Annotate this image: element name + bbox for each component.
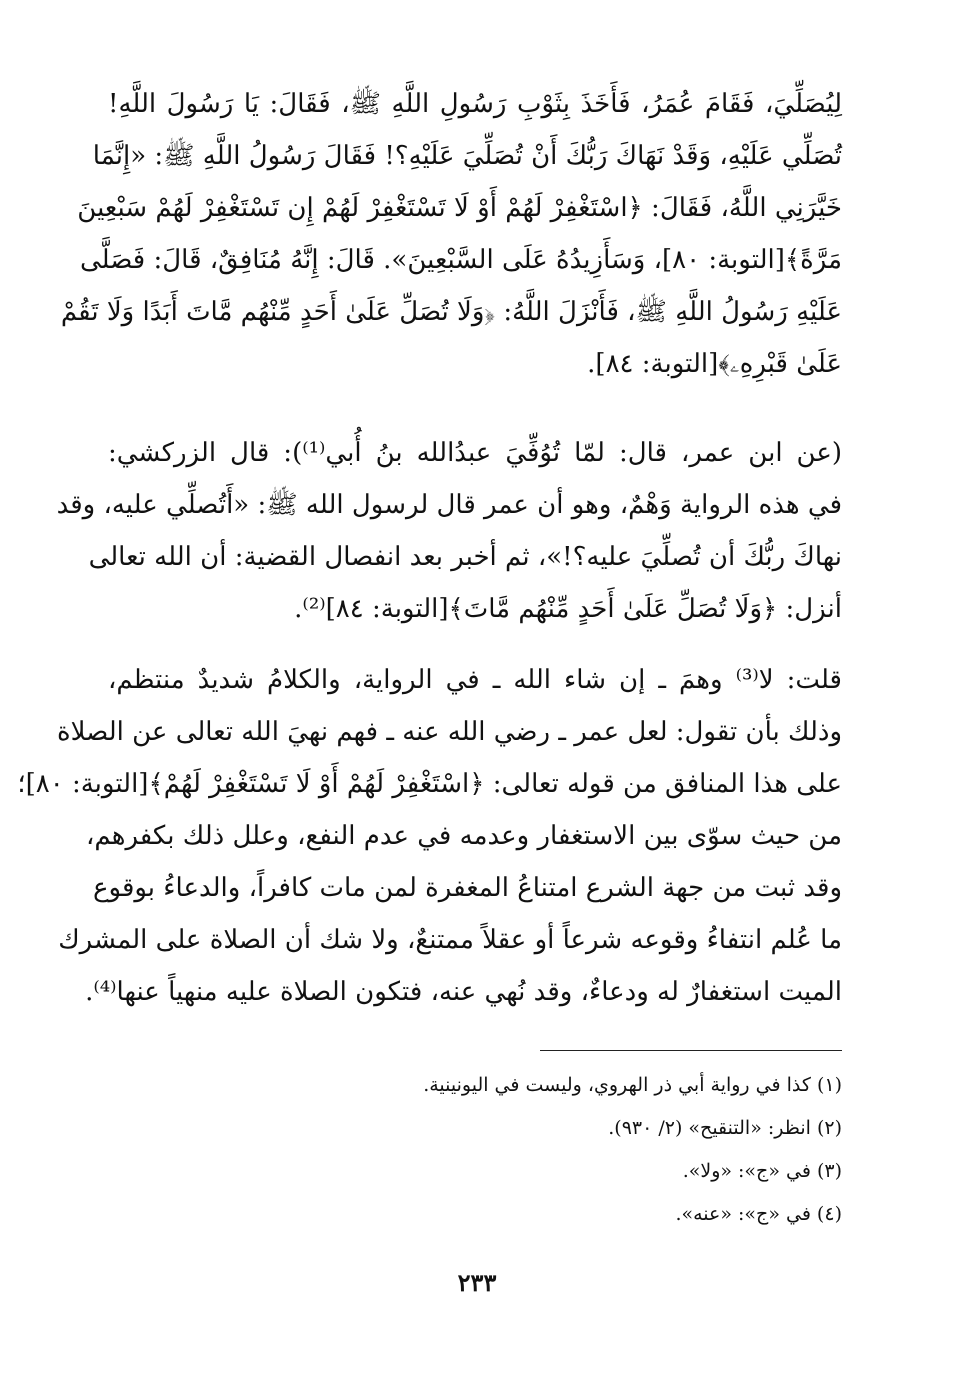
text-line: أنزل: ﴿وَلَا تُصَلِّ عَلَىٰ أَحَدٍ مِّنْهُم مَّاتَ﴾[التوبة: ٨٤]⁽²⁾.: [294, 594, 842, 624]
text-line: عَلَىٰ قَبْرِهِۦ﴾[التوبة: ٨٤].: [587, 349, 842, 379]
text-line: على هذا المنافق من قوله تعالى: ﴿اسْتَغْفِرْ لَهُمْ أَوْ لَا تَسْتَغْفِرْ لَهُمْ﴾[التوبة: ٨٠]؛: [17, 769, 842, 799]
text-line: وقد ثبت من جهة الشرع امتناعُ المغفرة لمن مات كافراً، والدعاءُ بوقوع: [93, 873, 842, 903]
text-line: مَرَّةً﴾[التوبة: ٨٠]، وَسَأَزِيدُهُ عَلَى السَّبْعِينَ». قَالَ: إِنَّهُ مُنَافِقٌ، قَالَ: فَصَلَّى: [79, 245, 842, 275]
footnotes: [142, 1064, 842, 1236]
text-line: في هذه الرواية وَهْمٌ، وهو أن عمر قال لرسول الله ﷺ: «أَتُصلِّي عليه، وقد: [56, 490, 842, 520]
text-line: لِيُصَلِّيَ، فَقَامَ عُمَرُ، فَأَخَذَ بِثَوْبِ رَسُولِ اللَّهِ ﷺ، فَقَالَ: يَا رَسُولَ اللَّهِ!: [108, 89, 842, 119]
text-line: الميت استغفارٌ له ودعاءٌ، وقد نُهي عنه، فتكون الصلاة عليه منهياً عنها⁽⁴⁾.: [85, 977, 842, 1007]
text-line: (عن ابن عمر، قال: لمّا تُوُفِّيَ عبدُالله بنُ أُبي⁽¹⁾): قال الزركشي:: [108, 438, 842, 468]
paragraph-commentary-zarkashi: [56, 427, 842, 635]
text-line: ما عُلم انتفاءُ وقوعه شرعاً أو عقلاً ممتنعٌ، ولا شك أن الصلاة على المشرك: [58, 925, 842, 955]
footnote-item: (٣) في «ج»: «ولا».: [682, 1160, 842, 1182]
text-line: وذلك بأن تقول: لعل عمر ـ رضي الله عنه ـ فهم نهيَ الله تعالى عن الصلاة: [57, 717, 842, 747]
text-line: خَيَّرَنِي اللَّهُ، فَقَالَ: ﴿اسْتَغْفِرْ لَهُمْ أَوْ لَا تَسْتَغْفِرْ لَهُمْ إِن تَسْتَغْفِرْ لَهُمْ سَبْعِينَ: [77, 193, 842, 223]
paragraph-hadith: [60, 78, 842, 390]
text-line: من حيث سوّى بين الاستغفار وعدمه في عدم النفع، وعلل ذلك بكفرهم،: [86, 821, 842, 851]
paragraph-author-response: [17, 654, 842, 1018]
text-line: عَلَيْهِ رَسُولُ اللَّهِ ﷺ، فَأَنْزَلَ اللَّهُ: ﴿وَلَا تُصَلِّ عَلَىٰ أَحَدٍ مِّنْهُم مَّاتَ أَبَدًا وَلَا تَقُمْ: [60, 297, 842, 327]
footnote-item: (١) كذا في رواية أبي ذر الهروي، وليست في اليونينية.: [423, 1074, 842, 1096]
footnote-item: (٢) انظر: «التنقيح» (٢/ ٩٣٠).: [608, 1117, 842, 1139]
text-line: قلت: لا⁽³⁾ وهمَ ـ إن شاء الله ـ في الرواية، والكلامُ شديدٌ منتظم،: [108, 665, 842, 695]
text-line: نهاكَ ربُّكَ أن تُصلِّيَ عليه؟!»، ثم أخبر بعد انفصال القضية: أن الله تعالى: [88, 542, 842, 572]
text-line: تُصَلِّي عَلَيْهِ، وَقَدْ نَهَاكَ رَبُّكَ أَنْ تُصَلِّيَ عَلَيْهِ؟! فَقَالَ رَسُولُ اللَّهِ ﷺ: «إِنَّمَا: [92, 141, 842, 171]
footnote-divider: [540, 1050, 842, 1051]
footnote-item: (٤) في «ج»: «عنه».: [675, 1203, 842, 1225]
page-number: ٢٣٣: [457, 1268, 497, 1297]
